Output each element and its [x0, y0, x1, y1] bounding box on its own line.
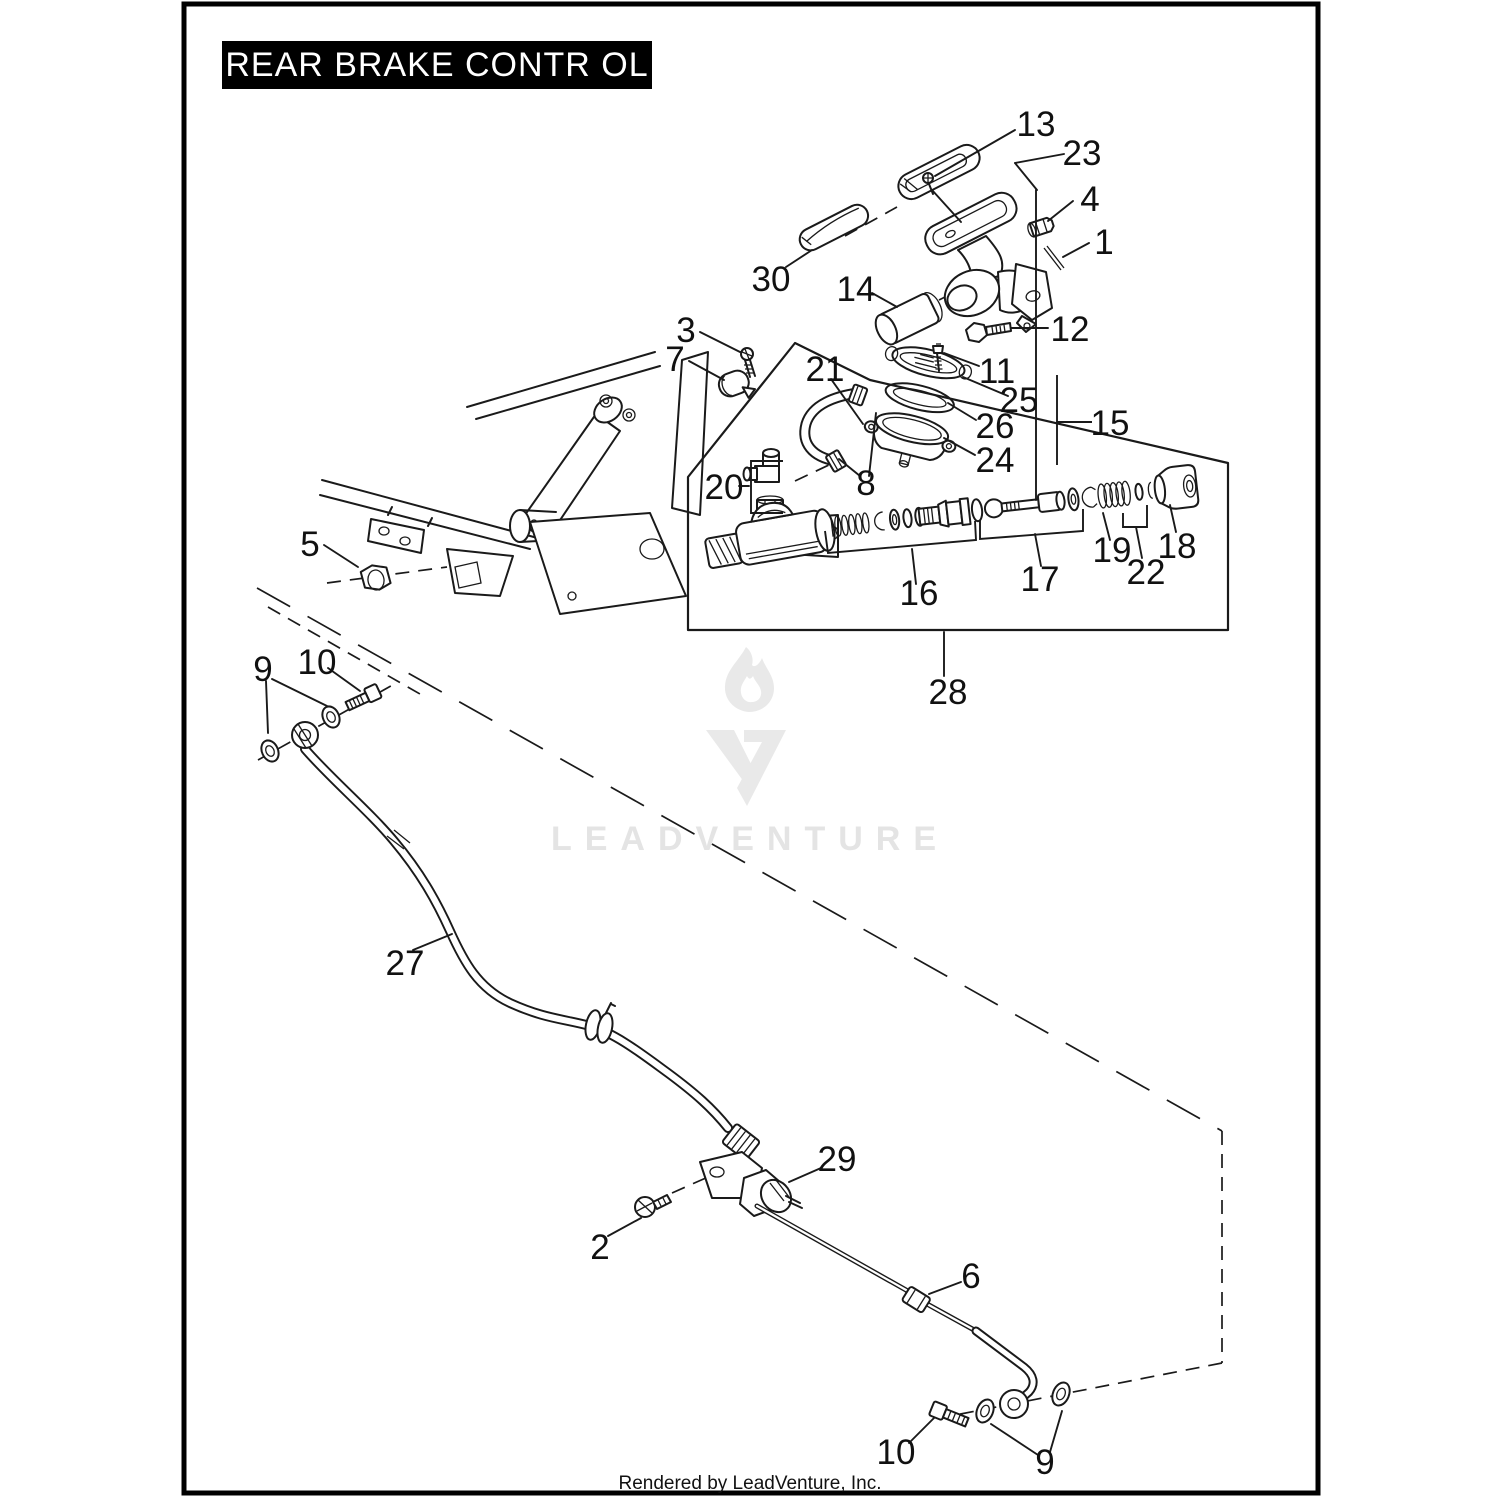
callout-6: 6: [961, 1257, 981, 1296]
page-title: REAR BRAKE CONTR OL: [225, 46, 649, 84]
footer-credit: Rendered by LeadVenture, Inc.: [618, 1473, 882, 1494]
callout-4: 4: [1080, 180, 1100, 219]
callout-2: 2: [590, 1228, 610, 1267]
callout-26: 26: [975, 407, 1015, 446]
callout-10: 10: [876, 1433, 916, 1472]
callout-30: 30: [751, 260, 791, 299]
callout-12: 12: [1050, 310, 1090, 349]
callout-9: 9: [1035, 1443, 1055, 1482]
banjo-eye-bottom: [1000, 1390, 1028, 1418]
callout-29: 29: [817, 1140, 857, 1179]
callout-24: 24: [975, 441, 1015, 480]
callout-5: 5: [300, 525, 320, 564]
callout-14: 14: [836, 270, 876, 309]
frame-gusset: [447, 549, 513, 596]
callout-10: 10: [297, 643, 337, 682]
callout-21: 21: [805, 350, 845, 389]
callout-13: 13: [1016, 105, 1056, 144]
callout-22: 22: [1126, 553, 1166, 592]
callout-15: 15: [1090, 404, 1130, 443]
callout-27: 27: [385, 944, 425, 983]
callout-17: 17: [1020, 560, 1060, 599]
frame-crossmember: [510, 510, 530, 542]
callout-20: 20: [704, 468, 744, 507]
callout-9: 9: [253, 650, 273, 689]
callout-18: 18: [1157, 527, 1197, 566]
callout-3: 3: [676, 311, 696, 350]
callout-23: 23: [1062, 134, 1102, 173]
callout-16: 16: [899, 574, 939, 613]
watermark-text: LEADVENTURE: [550, 820, 950, 858]
callout-11: 11: [978, 352, 1016, 391]
callout-8: 8: [856, 464, 876, 503]
callout-25: 25: [999, 381, 1039, 420]
title-block: [222, 41, 652, 89]
callout-19: 19: [1092, 531, 1132, 570]
callout-7: 7: [665, 340, 685, 379]
callout-1: 1: [1094, 223, 1114, 262]
page-border: [184, 4, 1318, 1493]
callout-28: 28: [928, 673, 968, 712]
